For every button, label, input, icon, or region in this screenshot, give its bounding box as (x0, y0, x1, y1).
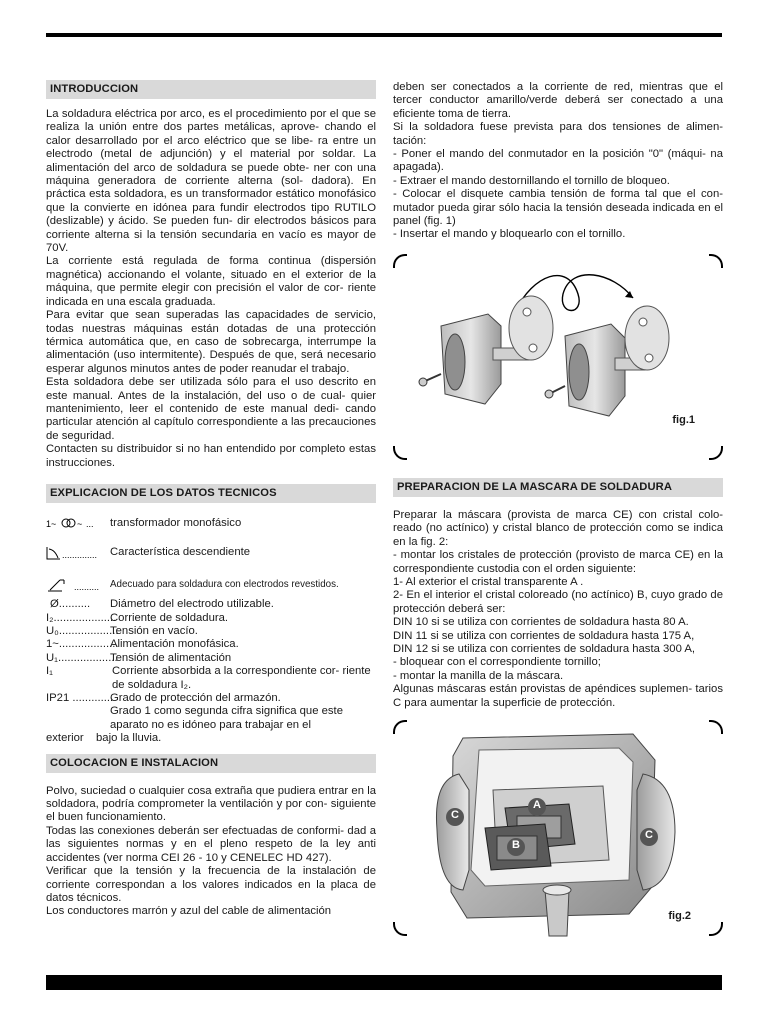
section-heading-colocacion: COLOCACION E INSTALACION (46, 754, 376, 773)
spec-row (46, 665, 376, 692)
spec-value: Grado de protección del armazón. (110, 692, 281, 705)
intro-paragraph: La soldadura eléctrica por arco, es el procedimiento por el que se realiza la unión entre dos partes metálicas, aprove- chando el calor desarrollado por el arco eléctrico que se libe- ra entre un electrodo (metal de adjunción) y el material por soldar. La alimentación del arco de soldadura se puede obte- ner con una máquina generadora de corriente alterna (sol- dadora). En práctica esta soldadora, es un transformador estático monofásico que la convierte en idónea para fundir electrodos tipo RUTILO (deslizable) y ácido. Se pueden fun- dir electrodos básicos para corriente alterna si la tensión secundaria en vacío es mayor de 70V. (46, 108, 376, 255)
fig2-part-b-label: B (512, 838, 520, 851)
spec-key: 1~................... (46, 638, 119, 651)
spec-value: Característica descendiente (110, 546, 251, 559)
spec-value: Corriente absorbida a la correspondiente cor- riente de soldadura I₂. (112, 665, 371, 691)
left-column (46, 80, 376, 919)
colocacion-paragraph: Todas las conexiones deberán ser efectuadas de conformi- dad a las siguientes normas y en el pleno respeto de la ley anti accidentes (ver norma CEI 26 - 10 y CENELEC HD 427). (46, 824, 376, 864)
spec-value: Alimentación monofásica. (110, 638, 239, 651)
spec-key: Ø.......... (50, 598, 91, 611)
colocacion-paragraph: Los conductores marrón y azul del cable de alimentación (46, 905, 332, 918)
spec-row (46, 578, 376, 596)
spec-row (46, 598, 376, 611)
spec-value: Grado 1 como segunda cifra significa que este aparato no es idóneo para trabajar en el (110, 705, 343, 731)
mascara-text (393, 509, 723, 710)
conexion-paragraph: - Insertar el mando y bloquearlo con el tornillo. (393, 228, 626, 241)
figure-2 (393, 720, 723, 936)
colocacion-paragraph: Polvo, suciedad o cualquier cosa extraña que pudiera entrar en la soldadora, podría comprometer la ventilación y por con- siguiente el buen funcionamiento. (46, 784, 376, 824)
spec-key: IP21 ............. (46, 692, 114, 705)
fig1-label: fig.1 (672, 413, 695, 426)
spec-value: bajo la lluvia. (96, 732, 162, 745)
svg-text:...: ... (86, 518, 94, 529)
spec-row (46, 612, 376, 625)
fig2-part-a-label: A (533, 798, 541, 811)
spec-row (46, 705, 376, 732)
mascara-paragraph: 2- En el interior el cristal coloreado (no actínico) B, cuyo grado de protección deberá ser: (393, 589, 723, 615)
spec-value: Tensión en vacío. (110, 625, 198, 637)
figure-1 (393, 254, 723, 460)
spec-row (46, 625, 376, 638)
mascara-paragraph: DIN 11 si se utiliza con corrientes de soldadura hasta 175 A, (393, 629, 695, 642)
spec-key: U₀................... (46, 625, 119, 637)
fig2-label: fig.2 (668, 909, 691, 922)
svg-text:~: ~ (77, 518, 83, 529)
spec-value: Diámetro del electrodo utilizable. (110, 598, 274, 611)
spec-key: exterior (46, 732, 84, 745)
conexion-paragraph: deben ser conectados a la corriente de red, mientras que el tercer conductor amarillo/verde deberá ser conectado a una eficiente toma de tierra. (393, 81, 723, 120)
fig2-part-c-right-label: C (645, 828, 653, 841)
conexion-paragraph: - Poner el mando del conmutador en la posición "0" (máqui- na apagada). (393, 148, 723, 174)
right-column (393, 81, 723, 936)
spec-list (46, 517, 376, 746)
conexion-paragraph: - Extraer el mando destornillando el tornillo de bloqueo. (393, 174, 670, 187)
top-rule (46, 33, 722, 37)
mascara-paragraph: - montar la manilla de la máscara. (393, 669, 564, 682)
voltage-switch-illustration (393, 254, 723, 460)
mascara-paragraph: - montar los cristales de protección (provisto de marca CE) en la correspondiente custodia con el orden siguiente: (393, 549, 723, 575)
intro-paragraph: Esta soldadora debe ser utilizada sólo para el uso descrito en este manual. Antes de la instalación, del uso o de cual- quier mantenimiento, leer el contenido de este manual dedi- cando particular atención al capítulo correspondiente a las precauciones de seguridad. (46, 376, 376, 442)
spec-row (46, 546, 376, 564)
spec-row (46, 517, 376, 533)
spec-value: Adecuado para soldadura con electrodos revestidos. (110, 578, 339, 590)
section-heading-datos-tecnicos: EXPLICACION DE LOS DATOS TECNICOS (46, 484, 376, 503)
svg-text:..........: .......... (74, 581, 100, 592)
mascara-paragraph: Preparar la máscara (provista de marca CE) con cristal colo- reado (no actínico) y cristal blanco de protección como se indica en la fig. 2: (393, 508, 723, 548)
fig2-part-c-left-label: C (451, 808, 459, 821)
spec-key (46, 705, 110, 732)
transformer-symbol-icon (46, 517, 110, 533)
mascara-paragraph: 1- Al exterior el cristal transparente A . (393, 575, 584, 588)
mascara-paragraph: - bloquear con el correspondiente tornillo; (393, 656, 601, 669)
intro-text (46, 108, 376, 470)
descending-curve-icon (46, 546, 110, 564)
spec-row (46, 652, 376, 665)
intro-paragraph: Contacten su distribuidor si no han entendido por completo estas instrucciones. (46, 443, 376, 469)
spec-row (46, 692, 376, 705)
spec-value: Corriente de soldadura. (110, 611, 229, 624)
section-heading-mascara: PREPARACION DE LA MASCARA DE SOLDADURA (393, 478, 723, 497)
intro-paragraph: La corriente está regulada de forma continua (dispersión magnética) accionando el volante, situado en el exterior de la máquina, que permite elegir con precisión el valor de cor- riente indicada en una escala graduada. (46, 255, 376, 308)
spec-key: U₁................... (46, 651, 118, 664)
svg-text:..............: .............. (62, 550, 98, 561)
mascara-paragraph: DIN 10 si se utiliza con corrientes de soldadura hasta 80 A. (393, 616, 689, 629)
spec-row (46, 638, 376, 651)
conexion-text (393, 81, 723, 242)
section-heading-introduccion: INTRODUCCION (46, 80, 376, 99)
spec-row (46, 732, 376, 745)
spec-value: Tensión de alimentación (110, 651, 232, 664)
welding-mask-illustration (393, 720, 723, 936)
spec-value: transformador monofásico (110, 516, 242, 529)
colocacion-paragraph: Verificar que la tensión y la frecuencia de la instalación de corriente correspondan a los valores indicados en la placa de datos técnicos. (46, 865, 376, 904)
bottom-rule (46, 975, 722, 990)
mascara-paragraph: Algunas máscaras están provistas de apéndices suplemen- tarios C para aumentar la superficie de protección. (393, 683, 723, 709)
conexion-paragraph: Si la soldadora fuese prevista para dos tensiones de alimen- tación: (393, 121, 723, 147)
conexion-paragraph: - Colocar el disquete cambia tensión de forma tal que el con- mutador pueda girar sólo hacia la tensión deseada indicada en el panel (fig. 1) (393, 188, 723, 228)
svg-text:1~: 1~ (46, 518, 57, 529)
electrode-welding-icon (46, 578, 110, 596)
spec-key: I₁ (46, 665, 53, 678)
mascara-paragraph: DIN 12 si se utiliza con corrientes de soldadura hasta 300 A, (393, 642, 696, 655)
colocacion-text (46, 785, 376, 919)
spec-key: I₂.................... (46, 611, 117, 624)
intro-paragraph: Para evitar que sean superadas las capacidades de servicio, todas nuestras máquinas están dotadas de una protección térmica automática que, en caso de sobrecarga, interrumpe la alimentación (uso intermitente). Después de que, será necesario esperar algunos minutos antes de poder reanudar el trabajo. (46, 309, 376, 375)
